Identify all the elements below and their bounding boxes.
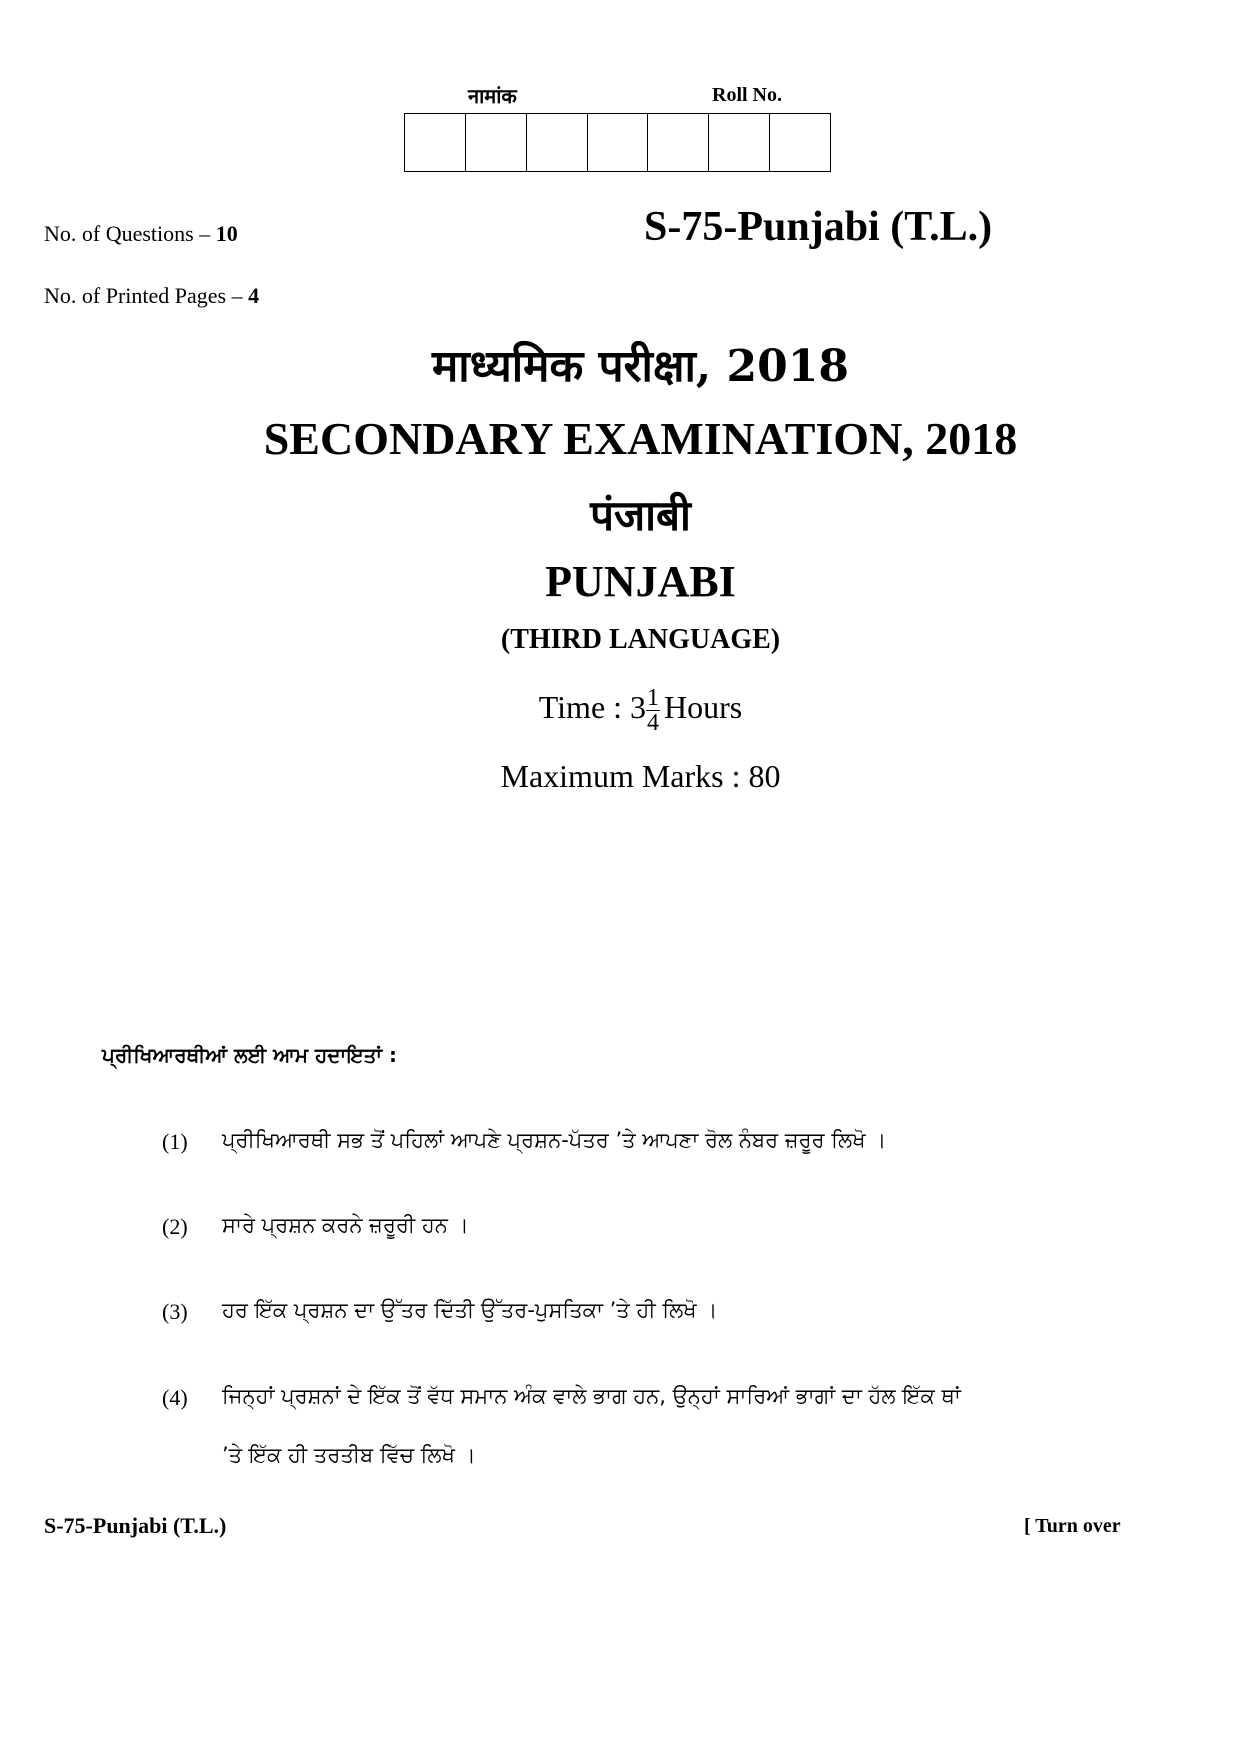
instruction-item (162, 1124, 1062, 1159)
roll-number-cell (405, 114, 466, 171)
instruction-text: ਸਾਰੇ ਪ੍ਰਸ਼ਨ ਕਰਨੇ ਜ਼ਰੂਰੀ ਹਨ । (222, 1213, 469, 1238)
roll-number-cell (648, 114, 709, 171)
number-of-printed-pages (44, 283, 259, 309)
time-unit: Hours (664, 688, 743, 725)
roll-number-cell (588, 114, 649, 171)
roll-label-english: Roll No. (712, 84, 782, 106)
instruction-text: ਪ੍ਰੀਖਿਆਰਥੀ ਸਭ ਤੋਂ ਪਹਿਲਾਂ ਆਪਣੇ ਪ੍ਰਸ਼ਨ-ਪੱਤਰ ’ਤੇ ਆਪਣਾ ਰੋਲ ਨੰਬਰ ਜ਼ਰੂਰ ਲਿਖੋ । (222, 1128, 887, 1152)
instruction-number: (2) (162, 1214, 188, 1240)
instruction-number: (3) (162, 1299, 188, 1325)
roll-number-cell (527, 114, 588, 171)
instruction-text-wrapper (222, 1380, 961, 1473)
maximum-marks: Maximum Marks : 80 (500, 758, 781, 794)
number-of-questions-value: 10 (215, 221, 238, 246)
subject-title-hindi: पंजाबी (590, 491, 691, 540)
subject-title-english: PUNJABI (545, 557, 736, 606)
roll-number-cell (709, 114, 770, 171)
turn-over-note: [ Turn over (1024, 1515, 1121, 1537)
roll-label-hindi: नामांक (468, 84, 517, 108)
footer-paper-code: S-75-Punjabi (T.L.) (44, 1513, 227, 1538)
number-of-pages-value: 4 (248, 283, 260, 308)
language-type: (THIRD LANGUAGE) (500, 624, 781, 655)
instruction-item (162, 1380, 1062, 1473)
instructions-heading: ਪ੍ਰੀਖਿਆਰਥੀਆਂ ਲਈ ਆਮ ਹਦਾਇਤਾਂ : (102, 1043, 398, 1067)
instruction-text: ਹਰ ਇੱਕ ਪ੍ਰਸ਼ਨ ਦਾ ਉੱਤਰ ਦਿੱਤੀ ਉੱਤਰ-ਪੁਸਤਿਕਾ ’ਤੇ ਹੀ ਲਿਖੋ । (222, 1298, 718, 1323)
time-fraction (646, 686, 660, 735)
instruction-text-continued: ’ਤੇ ਇੱਕ ਹੀ ਤਰਤੀਬ ਵਿੱਚ ਲਿਖੋ । (222, 1443, 476, 1468)
fraction-numerator: 1 (647, 685, 660, 711)
exam-duration (0, 686, 1241, 735)
roll-number-boxes (404, 113, 831, 172)
time-label: Time : 3 (538, 688, 647, 725)
instructions-list (162, 1124, 1062, 1523)
paper-code: S-75-Punjabi (T.L.) (644, 204, 993, 250)
instruction-item (162, 1294, 1062, 1329)
instruction-number: (4) (162, 1384, 188, 1410)
roll-number-cell (466, 114, 527, 171)
exam-title-hindi: माध्यमिक परीक्षा, 2018 (431, 341, 849, 392)
roll-number-cell (770, 114, 830, 171)
number-of-pages-label: No. of Printed Pages – (44, 283, 243, 308)
fraction-denominator: 4 (647, 710, 660, 736)
instruction-item (162, 1209, 1062, 1244)
instruction-number: (1) (162, 1129, 188, 1154)
number-of-questions (44, 221, 238, 247)
number-of-questions-label: No. of Questions – (44, 221, 211, 246)
instruction-text: ਜਿਨ੍ਹਾਂ ਪ੍ਰਸ਼ਨਾਂ ਦੇ ਇੱਕ ਤੋਂ ਵੱਧ ਸਮਾਨ ਅੰਕ ਵਾਲੇ ਭਾਗ ਹਨ, ਉਨ੍ਹਾਂ ਸਾਰਿਆਂ ਭਾਗਾਂ ਦਾ ਹੱਲ ਇੱਕ ਥਾਂ (222, 1383, 961, 1408)
exam-title-english: SECONDARY EXAMINATION, 2018 (263, 413, 1018, 464)
